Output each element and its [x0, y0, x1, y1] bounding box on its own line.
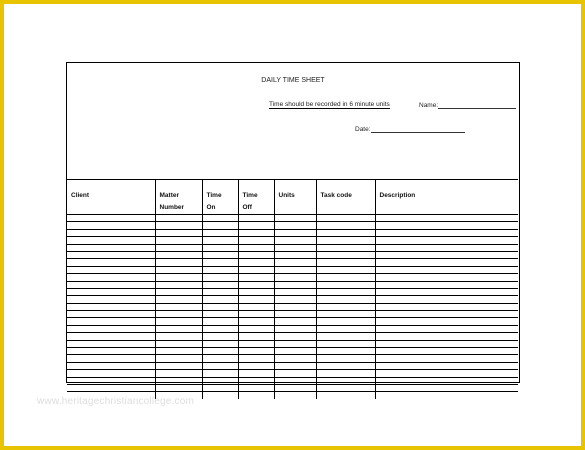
date-label: Date:: [355, 126, 371, 133]
table-cell[interactable]: [316, 251, 375, 258]
table-cell[interactable]: [155, 222, 202, 229]
table-cell[interactable]: [202, 311, 238, 318]
table-row: [67, 325, 518, 332]
table-cell[interactable]: [155, 259, 202, 266]
column-header-line2: On: [206, 204, 216, 211]
table-cell[interactable]: [316, 377, 375, 384]
table-cell[interactable]: [274, 348, 316, 355]
table-cell[interactable]: [67, 229, 155, 236]
table-cell[interactable]: [375, 266, 518, 273]
table-cell[interactable]: [67, 274, 155, 281]
time-sheet-form: [66, 62, 520, 383]
table-cell[interactable]: [238, 303, 274, 310]
table-cell[interactable]: [67, 222, 155, 229]
table-cell[interactable]: [274, 222, 316, 229]
table-cell[interactable]: [155, 340, 202, 347]
table-cell[interactable]: [155, 244, 202, 251]
table-cell[interactable]: [202, 274, 238, 281]
table-cell[interactable]: [316, 355, 375, 362]
table-cell[interactable]: [238, 281, 274, 288]
table-cell[interactable]: [316, 237, 375, 244]
table-cell[interactable]: [375, 303, 518, 310]
table-cell[interactable]: [316, 229, 375, 236]
table-cell[interactable]: [238, 333, 274, 340]
table-cell[interactable]: [316, 318, 375, 325]
name-field[interactable]: [419, 101, 516, 109]
name-label: Name:: [419, 102, 439, 109]
table-row: [67, 274, 518, 281]
table-cell[interactable]: [316, 222, 375, 229]
table-cell[interactable]: [375, 222, 518, 229]
table-cell[interactable]: [274, 355, 316, 362]
table-cell[interactable]: [202, 251, 238, 258]
table-cell[interactable]: [155, 296, 202, 303]
table-cell[interactable]: [274, 325, 316, 332]
table-row: [67, 237, 518, 244]
table-row: [67, 244, 518, 251]
table-cell[interactable]: [238, 355, 274, 362]
table-cell[interactable]: [375, 281, 518, 288]
table-cell[interactable]: [274, 288, 316, 295]
page: [4, 4, 581, 446]
sheet-title: DAILY TIME SHEET: [261, 77, 325, 84]
table-row: [67, 296, 518, 303]
table-cell[interactable]: [202, 244, 238, 251]
table-cell[interactable]: [274, 251, 316, 258]
column-header: [375, 180, 518, 215]
column-header: [274, 180, 316, 215]
table-cell[interactable]: [155, 229, 202, 236]
table-cell[interactable]: [202, 229, 238, 236]
table-cell[interactable]: [316, 370, 375, 377]
table-cell[interactable]: [67, 281, 155, 288]
table-cell[interactable]: [316, 311, 375, 318]
table-cell[interactable]: [274, 259, 316, 266]
table-cell[interactable]: [67, 311, 155, 318]
table-cell[interactable]: [67, 384, 155, 391]
table-cell[interactable]: [274, 392, 316, 399]
table-cell[interactable]: [67, 325, 155, 332]
table-row: [67, 266, 518, 273]
table-cell[interactable]: [375, 333, 518, 340]
table-cell[interactable]: [155, 355, 202, 362]
table-cell[interactable]: [375, 244, 518, 251]
table-cell[interactable]: [375, 215, 518, 222]
table-cell[interactable]: [238, 325, 274, 332]
table-cell[interactable]: [155, 274, 202, 281]
table-cell[interactable]: [274, 333, 316, 340]
table-cell[interactable]: [238, 384, 274, 391]
table-cell[interactable]: [375, 318, 518, 325]
table-cell[interactable]: [155, 266, 202, 273]
table-cell[interactable]: [155, 215, 202, 222]
column-header-line1: Time: [206, 192, 222, 199]
table-cell[interactable]: [238, 222, 274, 229]
column-header-line1: Matter: [159, 192, 180, 199]
table-cell[interactable]: [375, 229, 518, 236]
table-cell[interactable]: [155, 325, 202, 332]
table-row: [67, 259, 518, 266]
table-row: [67, 288, 518, 295]
table-cell[interactable]: [316, 215, 375, 222]
table-cell[interactable]: [238, 259, 274, 266]
table-cell[interactable]: [238, 362, 274, 369]
table-cell[interactable]: [67, 370, 155, 377]
table-body: [67, 215, 518, 399]
table-cell[interactable]: [375, 348, 518, 355]
table-cell[interactable]: [274, 296, 316, 303]
name-blank-line[interactable]: [438, 101, 516, 109]
table-cell[interactable]: [155, 333, 202, 340]
table-cell[interactable]: [67, 244, 155, 251]
table-cell[interactable]: [155, 237, 202, 244]
table-row: [67, 311, 518, 318]
table-row: [67, 229, 518, 236]
table-cell[interactable]: [202, 333, 238, 340]
table-cell[interactable]: [67, 340, 155, 347]
table-cell[interactable]: [375, 362, 518, 369]
table-row: [67, 281, 518, 288]
table-cell[interactable]: [155, 384, 202, 391]
table-cell[interactable]: [202, 259, 238, 266]
table-cell[interactable]: [238, 215, 274, 222]
table-cell[interactable]: [274, 281, 316, 288]
table-cell[interactable]: [67, 237, 155, 244]
table-cell[interactable]: [316, 362, 375, 369]
table-cell[interactable]: [274, 274, 316, 281]
table-cell[interactable]: [274, 340, 316, 347]
table-cell[interactable]: [67, 288, 155, 295]
table-cell[interactable]: [238, 340, 274, 347]
table-row: [67, 348, 518, 355]
table-cell[interactable]: [375, 237, 518, 244]
table-cell[interactable]: [155, 303, 202, 310]
table-cell[interactable]: [238, 251, 274, 258]
table-cell[interactable]: [375, 288, 518, 295]
table-cell[interactable]: [202, 340, 238, 347]
watermark: www.heritagechristiancollege.com: [37, 396, 195, 407]
table-row: [67, 384, 518, 391]
table-cell[interactable]: [67, 259, 155, 266]
table-cell[interactable]: [274, 244, 316, 251]
table-cell[interactable]: [67, 251, 155, 258]
table-cell[interactable]: [238, 348, 274, 355]
table-cell[interactable]: [316, 259, 375, 266]
table-cell[interactable]: [316, 266, 375, 273]
table-cell[interactable]: [274, 229, 316, 236]
table-cell[interactable]: [274, 377, 316, 384]
column-header-line2: Number: [159, 204, 185, 211]
table-cell[interactable]: [155, 288, 202, 295]
column-header-line2: Off: [242, 204, 252, 211]
table-cell[interactable]: [375, 355, 518, 362]
table-cell[interactable]: [67, 377, 155, 384]
table-cell[interactable]: [67, 355, 155, 362]
table-cell[interactable]: [155, 318, 202, 325]
column-header-line1: Client: [71, 192, 90, 199]
table-cell[interactable]: [274, 237, 316, 244]
table-cell[interactable]: [67, 348, 155, 355]
table-cell[interactable]: [155, 251, 202, 258]
table-cell[interactable]: [238, 318, 274, 325]
column-header: [316, 180, 375, 215]
table-cell[interactable]: [375, 325, 518, 332]
table-cell[interactable]: [274, 303, 316, 310]
table-cell[interactable]: [274, 215, 316, 222]
table-cell[interactable]: [67, 215, 155, 222]
table-cell[interactable]: [316, 288, 375, 295]
date-blank-line[interactable]: [371, 125, 465, 133]
time-entry-table: [67, 179, 518, 399]
table-cell[interactable]: [155, 362, 202, 369]
table-row: [67, 318, 518, 325]
table-cell[interactable]: [316, 348, 375, 355]
table-row: [67, 333, 518, 340]
column-header-line1: Task code: [320, 192, 352, 199]
table-cell[interactable]: [238, 237, 274, 244]
table-cell[interactable]: [375, 377, 518, 384]
table-cell[interactable]: [202, 325, 238, 332]
table-cell[interactable]: [202, 348, 238, 355]
table-cell[interactable]: [375, 370, 518, 377]
table-cell[interactable]: [202, 222, 238, 229]
table-cell[interactable]: [155, 377, 202, 384]
table-cell[interactable]: [274, 362, 316, 369]
table-cell[interactable]: [202, 355, 238, 362]
table-cell[interactable]: [202, 281, 238, 288]
table-cell[interactable]: [202, 384, 238, 391]
table-cell[interactable]: [238, 229, 274, 236]
table-cell[interactable]: [155, 370, 202, 377]
table-cell[interactable]: [155, 281, 202, 288]
table-cell[interactable]: [202, 370, 238, 377]
table-cell[interactable]: [238, 392, 274, 399]
table-cell[interactable]: [67, 318, 155, 325]
table-cell[interactable]: [67, 303, 155, 310]
table-cell[interactable]: [375, 251, 518, 258]
column-header-line1: Units: [278, 192, 295, 199]
table-cell[interactable]: [316, 281, 375, 288]
table-cell[interactable]: [202, 288, 238, 295]
table-cell[interactable]: [375, 384, 518, 391]
table-cell[interactable]: [316, 340, 375, 347]
table-cell[interactable]: [155, 348, 202, 355]
table-cell[interactable]: [67, 333, 155, 340]
table-cell[interactable]: [316, 296, 375, 303]
table-cell[interactable]: [238, 288, 274, 295]
table-cell[interactable]: [202, 215, 238, 222]
table-cell[interactable]: [316, 303, 375, 310]
table-cell[interactable]: [238, 296, 274, 303]
table-cell[interactable]: [375, 311, 518, 318]
table-cell[interactable]: [155, 311, 202, 318]
table-cell[interactable]: [238, 274, 274, 281]
table-cell[interactable]: [202, 266, 238, 273]
table-row: [67, 251, 518, 258]
column-header: [202, 180, 238, 215]
column-header-line1: Time: [242, 192, 258, 199]
table-cell[interactable]: [375, 340, 518, 347]
table-cell[interactable]: [274, 370, 316, 377]
table-cell[interactable]: [274, 384, 316, 391]
table-cell[interactable]: [202, 237, 238, 244]
table-cell[interactable]: [67, 266, 155, 273]
table-row: [67, 370, 518, 377]
table-cell[interactable]: [316, 274, 375, 281]
table-row: [67, 362, 518, 369]
table-cell[interactable]: [375, 392, 518, 399]
table-cell[interactable]: [375, 296, 518, 303]
table-cell[interactable]: [375, 274, 518, 281]
table-cell[interactable]: [274, 266, 316, 273]
table-cell[interactable]: [316, 325, 375, 332]
table-cell[interactable]: [238, 377, 274, 384]
table-cell[interactable]: [202, 362, 238, 369]
table-cell[interactable]: [316, 333, 375, 340]
column-header: [155, 180, 202, 215]
table-row: [67, 303, 518, 310]
table-row: [67, 355, 518, 362]
table-cell[interactable]: [202, 303, 238, 310]
table-cell[interactable]: [375, 259, 518, 266]
table-cell[interactable]: [316, 244, 375, 251]
table-cell[interactable]: [274, 318, 316, 325]
table-cell[interactable]: [316, 392, 375, 399]
table-cell[interactable]: [202, 392, 238, 399]
table-cell[interactable]: [238, 311, 274, 318]
table-cell[interactable]: [67, 296, 155, 303]
table-cell[interactable]: [202, 318, 238, 325]
table-cell[interactable]: [238, 266, 274, 273]
table-row: [67, 377, 518, 384]
table-row: [67, 215, 518, 222]
column-header: [238, 180, 274, 215]
table-header-row: [67, 180, 518, 215]
table-cell[interactable]: [202, 377, 238, 384]
column-header-line1: Description: [379, 192, 416, 199]
table-cell[interactable]: [202, 296, 238, 303]
table-cell[interactable]: [316, 384, 375, 391]
table-cell[interactable]: [238, 370, 274, 377]
date-field[interactable]: [355, 125, 465, 133]
table-cell[interactable]: [274, 311, 316, 318]
table-row: [67, 222, 518, 229]
table-cell[interactable]: [67, 362, 155, 369]
column-header: [67, 180, 155, 215]
table-row: [67, 340, 518, 347]
table-cell[interactable]: [238, 244, 274, 251]
time-unit-note: Time should be recorded in 6 minute units: [269, 101, 390, 108]
